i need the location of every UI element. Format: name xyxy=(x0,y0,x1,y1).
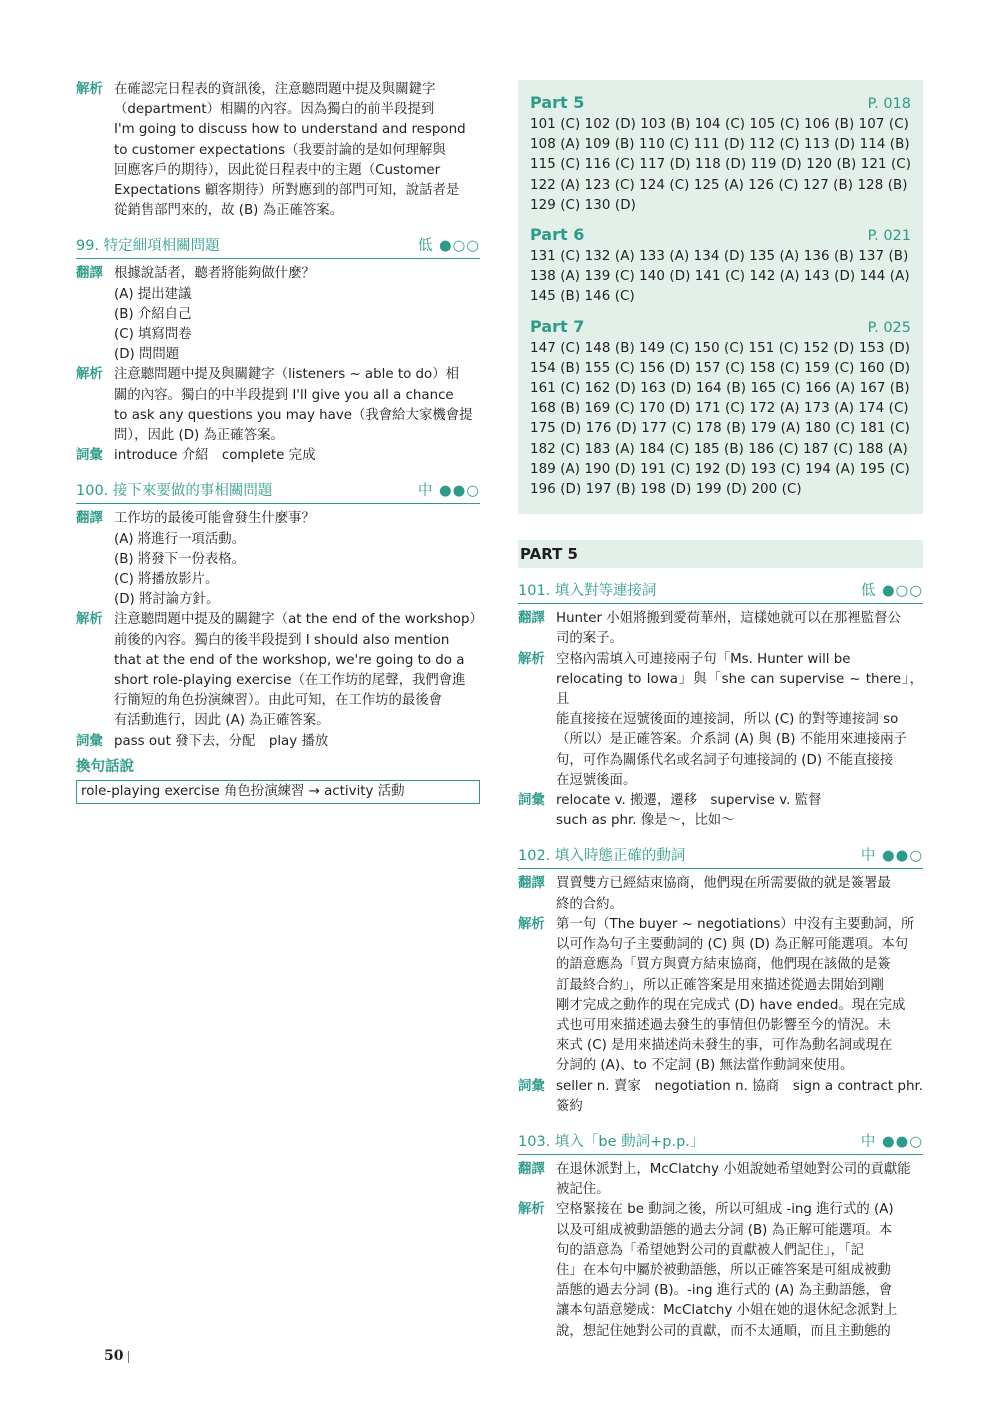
answer-part-header xyxy=(530,92,911,115)
option: (B) 介紹自己 xyxy=(114,306,192,322)
text-line: 以可作為句子主要動詞的 (C) 與 (D) 為正解可能選項。本句 xyxy=(556,937,909,953)
analysis-tag: 解析 xyxy=(76,82,103,97)
text-line: 被記住。 xyxy=(556,1182,610,1198)
vocab-text: seller n. 賣家 negotiation n. 協商 sign a contract phr. 簽約 xyxy=(556,1078,923,1114)
analysis-tag: 解析 xyxy=(76,612,103,628)
answer-part-header xyxy=(530,224,911,247)
question-title: 100. 接下來要做的事相關問題 xyxy=(76,483,273,500)
part-name: Part 6 xyxy=(530,225,585,245)
vocab-text: introduce 介紹 complete 完成 xyxy=(114,448,316,464)
text-line: 式也可用來描述過去發生的事情但仍影響至今的情況。未 xyxy=(556,1017,891,1033)
text-line: to customer expectations（我要討論的是如何理解與 xyxy=(114,142,446,158)
q100-vocab xyxy=(76,732,480,752)
text-line: 語態的過去分詞 (B)。-ing 進行式的 (A) 為主動語態，會 xyxy=(556,1283,893,1299)
text-line: 回應客戶的期待），因此從日程表中的主題（Customer xyxy=(114,162,441,178)
translation-text xyxy=(556,609,923,649)
answer-part-5 xyxy=(530,92,911,216)
q102-translation xyxy=(518,874,923,914)
q101-analysis xyxy=(518,650,923,791)
answer-part-6 xyxy=(530,224,911,308)
vocab-text xyxy=(556,791,923,831)
analysis-tag: 解析 xyxy=(518,651,545,667)
difficulty-level: 中 ●●○ xyxy=(860,1133,923,1150)
text-line: 訂最終合約」，所以正確答案是用來描述從過去開始到剛 xyxy=(556,977,885,993)
vocab-tag: 詞彙 xyxy=(76,448,103,464)
analysis-text xyxy=(114,365,480,446)
q103-analysis xyxy=(518,1200,923,1341)
answer-line: 145 (B) 146 (C) xyxy=(530,289,635,305)
translation-tag: 翻譯 xyxy=(518,1161,545,1177)
answer-part-7 xyxy=(530,316,911,501)
analysis-text xyxy=(114,610,483,731)
translation-text xyxy=(556,874,923,914)
vocab-text: pass out 發下去，分配 play 播放 xyxy=(114,733,329,749)
answer-key-box xyxy=(518,80,923,514)
left-column xyxy=(76,80,483,804)
analysis-tag: 解析 xyxy=(76,367,103,383)
question-title: 103. 填入「be 動詞+p.p.」 xyxy=(518,1133,705,1150)
paraphrase-box: role-playing exercise 角色扮演練習 → activity 活動 xyxy=(76,780,480,804)
text-line: 空格內需填入可連接兩子句「Ms. Hunter will be xyxy=(556,651,851,667)
text-line: 第一句（The buyer ~ negotiations）中沒有主要動詞，所 xyxy=(556,916,915,932)
q102-analysis xyxy=(518,915,923,1077)
right-column xyxy=(518,80,923,1342)
difficulty-level: 低 ●○○ xyxy=(417,238,480,255)
text-line: 住」在本句中屬於被動語態，所以正確答案是可組成被動 xyxy=(556,1262,891,1278)
text-line: 在逗號後面。 xyxy=(556,772,637,788)
analysis-tag: 解析 xyxy=(518,916,545,932)
translation-text: 工作坊的最後可能會發生什麼事？ xyxy=(114,511,315,527)
option: (C) 將播放影片。 xyxy=(114,572,219,588)
q99-vocab xyxy=(76,446,480,466)
analysis-text xyxy=(114,80,480,221)
translation-tag: 翻譯 xyxy=(76,266,103,282)
q103-translation xyxy=(518,1160,923,1200)
text-line: 空格緊接在 be 動詞之後，所以可組成 -ing 進行式的 (A) xyxy=(556,1202,894,1218)
analysis-tag: 解析 xyxy=(518,1202,545,1218)
text-line: （department）相關的內容。因為獨白的前半段提到 xyxy=(114,102,435,118)
text-line: 在確認完日程表的資訊後，注意聽問題中提及與關鍵字 xyxy=(114,82,436,97)
q99-analysis xyxy=(76,365,480,446)
text-line: 司的案子。 xyxy=(556,631,623,647)
paraphrase-title: 換句話說 xyxy=(76,758,134,775)
answer-line: 129 (C) 130 (D) xyxy=(530,197,636,213)
answer-line: 101 (C) 102 (D) 103 (B) 104 (C) 105 (C) 106 (B) 107 (C) xyxy=(530,117,909,132)
text-line: 注意聽問題中提及的關鍵字（at the end of the workshop） xyxy=(114,612,483,628)
q103-header xyxy=(518,1131,923,1155)
text-line: 來式 (C) 是用來描述尚未發生的事，可作為動名詞或現在 xyxy=(556,1038,893,1054)
answer-part-header xyxy=(530,316,911,339)
part-page: P. 018 xyxy=(867,96,911,112)
answer-line: 196 (D) 197 (B) 198 (D) 199 (D) 200 (C) xyxy=(530,482,802,498)
text-line: 說，想記住她對公司的貢獻，而不太通順，而且主動態的 xyxy=(556,1323,891,1339)
text-line: such as phr. 像是～，比如～ xyxy=(556,813,735,829)
translation-tag: 翻譯 xyxy=(518,611,545,627)
vocab-tag: 詞彙 xyxy=(518,1078,545,1094)
q99-options xyxy=(76,285,480,366)
answer-line: 131 (C) 132 (A) 133 (A) 134 (D) 135 (A) 136 (B) 137 (B) xyxy=(530,249,909,265)
text-line: 關的內容。獨白的中半段提到 I'll give you all a chance xyxy=(114,387,454,403)
answer-line: 115 (C) 116 (C) 117 (D) 118 (D) 119 (D) 120 (B) 121 (C) xyxy=(530,157,912,173)
text-line: 以及可組成被動語態的過去分詞 (B) 為正解可能選項。本 xyxy=(556,1222,893,1238)
translation-tag: 翻譯 xyxy=(518,876,545,892)
answer-line: 154 (B) 155 (C) 156 (D) 157 (C) 158 (C) 159 (C) 160 (D) xyxy=(530,360,911,376)
q99-header xyxy=(76,235,480,259)
answer-line: 138 (A) 139 (C) 140 (D) 141 (C) 142 (A) 143 (D) 144 (A) xyxy=(530,269,910,285)
difficulty-level: 中 ●●○ xyxy=(860,848,923,865)
q100-analysis xyxy=(76,610,483,731)
translation-text: 根據說話者，聽者將能夠做什麼？ xyxy=(114,266,315,282)
part-name: Part 5 xyxy=(530,93,585,112)
text-line: 前後的內容。獨白的後半段提到 I should also mention xyxy=(114,632,450,648)
answer-line: 168 (B) 169 (C) 170 (D) 171 (C) 172 (A) 173 (A) 174 (C) xyxy=(530,401,909,417)
part-page: P. 025 xyxy=(867,319,911,336)
q100-header xyxy=(76,480,480,504)
option: (B) 將發下一份表格。 xyxy=(114,551,246,567)
text-line: （所以）是正確答案。介系詞 (A) 與 (B) 不能用來連接兩子 xyxy=(556,732,907,748)
text-line: 終的合約。 xyxy=(556,896,623,912)
text-line: Hunter 小姐將搬到愛荷華州，這樣她就可以在那裡監督公 xyxy=(556,611,901,627)
analysis-text xyxy=(556,1200,923,1341)
text-line: 在退休派對上，McClatchy 小姐說她希望她對公司的貢獻能 xyxy=(556,1161,911,1177)
q101-vocab xyxy=(518,791,923,831)
question-title: 101. 填入對等連接詞 xyxy=(518,583,657,600)
text-line: 能直接接在逗號後面的連接詞，所以 (C) 的對等連接詞 so xyxy=(556,712,899,728)
text-line: 有活動進行，因此 (A) 為正確答案。 xyxy=(114,713,330,729)
q99-translation xyxy=(76,264,480,284)
answer-line: 182 (C) 183 (A) 184 (C) 185 (B) 186 (C) 187 (C) 188 (A) xyxy=(530,441,908,457)
text-line: that at the end of the workshop, we're going to do a xyxy=(114,652,465,668)
part-name: Part 7 xyxy=(530,316,585,336)
text-line: 句的語意為「希望她對公司的貢獻被人們記住」，「記 xyxy=(556,1242,864,1258)
translation-text xyxy=(556,1160,923,1200)
text-line: 注意聽問題中提及與關鍵字（listeners ~ able to do）相 xyxy=(114,367,460,383)
answer-line: 122 (A) 123 (C) 124 (C) 125 (A) 126 (C) 127 (B) 128 (B) xyxy=(530,177,908,193)
text-line: 分詞的 (A)、to 不定詞 (B) 無法當作動詞來使用。 xyxy=(556,1058,854,1074)
text-line: 讓本句語意變成：McClatchy 小姐在她的退休紀念派對上 xyxy=(556,1303,898,1319)
text-line: 的語意應為「買方與賣方結束協商，他們現在該做的是簽 xyxy=(556,957,891,973)
text-line: 行簡短的角色扮演練習）。由此可知，在工作坊的最後會 xyxy=(114,693,443,709)
part-5-section-bar: PART 5 xyxy=(518,540,923,568)
text-line: to ask any questions you may have（我會給大家機會提 xyxy=(114,407,473,423)
answer-line: 147 (C) 148 (B) 149 (C) 150 (C) 151 (C) 152 (D) 153 (D) xyxy=(530,340,911,356)
option: (D) 問問題 xyxy=(114,347,180,363)
answer-line: 175 (D) 176 (D) 177 (C) 178 (B) 179 (A) 180 (C) 181 (C) xyxy=(530,421,910,437)
text-line: relocate v. 搬遷，遷移 supervise v. 監督 xyxy=(556,793,822,809)
option: (A) 將進行一項活動。 xyxy=(114,531,245,547)
text-line: short role-playing exercise（在工作坊的尾聲，我們會進 xyxy=(114,673,466,689)
difficulty-level: 中 ●●○ xyxy=(417,483,480,500)
text-line: 問），因此 (D) 為正確答案。 xyxy=(114,428,284,444)
page-number: 50 xyxy=(104,1348,124,1364)
analysis-text xyxy=(556,915,923,1077)
question-title: 99. 特定細項相關問題 xyxy=(76,238,220,255)
option: (A) 提出建議 xyxy=(114,286,192,302)
q100-translation xyxy=(76,509,480,529)
text-line: 句，可作為關係代名或名詞子句連接詞的 (D) 不能直接接 xyxy=(556,752,894,768)
q102-header xyxy=(518,845,923,869)
text-line: I'm going to discuss how to understand and respond xyxy=(114,122,466,138)
text-line: 從銷售部門來的，故 (B) 為正確答案。 xyxy=(114,203,344,219)
difficulty-level: 低 ●○○ xyxy=(860,583,923,600)
option: (C) 填寫問卷 xyxy=(114,327,192,343)
q100-options xyxy=(76,530,480,611)
answer-line: 161 (C) 162 (D) 163 (D) 164 (B) 165 (C) 166 (A) 167 (B) xyxy=(530,381,910,397)
option: (D) 將討論方針。 xyxy=(114,592,220,608)
q98-analysis xyxy=(76,80,480,221)
text-line: Expectations 顧客期待）所對應到的部門可知，說話者是 xyxy=(114,183,460,199)
translation-tag: 翻譯 xyxy=(76,511,103,527)
vocab-tag: 詞彙 xyxy=(76,733,103,749)
part-page: P. 021 xyxy=(867,228,911,245)
q101-translation xyxy=(518,609,923,649)
page-number-divider xyxy=(128,1351,129,1363)
q102-vocab xyxy=(518,1077,923,1117)
vocab-tag: 詞彙 xyxy=(518,793,545,809)
text-line: 剛才完成之動作的現在完成式 (D) have ended。現在完成 xyxy=(556,997,906,1013)
text-line: relocating to Iowa」與「she can supervise ~ there」，且 xyxy=(556,671,923,708)
question-title: 102. 填入時態正確的動詞 xyxy=(518,848,686,865)
text-line: 買賣雙方已經結束協商，他們現在所需要做的就是簽署最 xyxy=(556,876,891,892)
answer-line: 108 (A) 109 (B) 110 (C) 111 (D) 112 (C) 113 (D) 114 (B) xyxy=(530,137,910,153)
answer-line: 189 (A) 190 (D) 191 (C) 192 (D) 193 (C) 194 (A) 195 (C) xyxy=(530,461,910,477)
q101-header xyxy=(518,580,923,604)
analysis-text xyxy=(556,650,923,791)
